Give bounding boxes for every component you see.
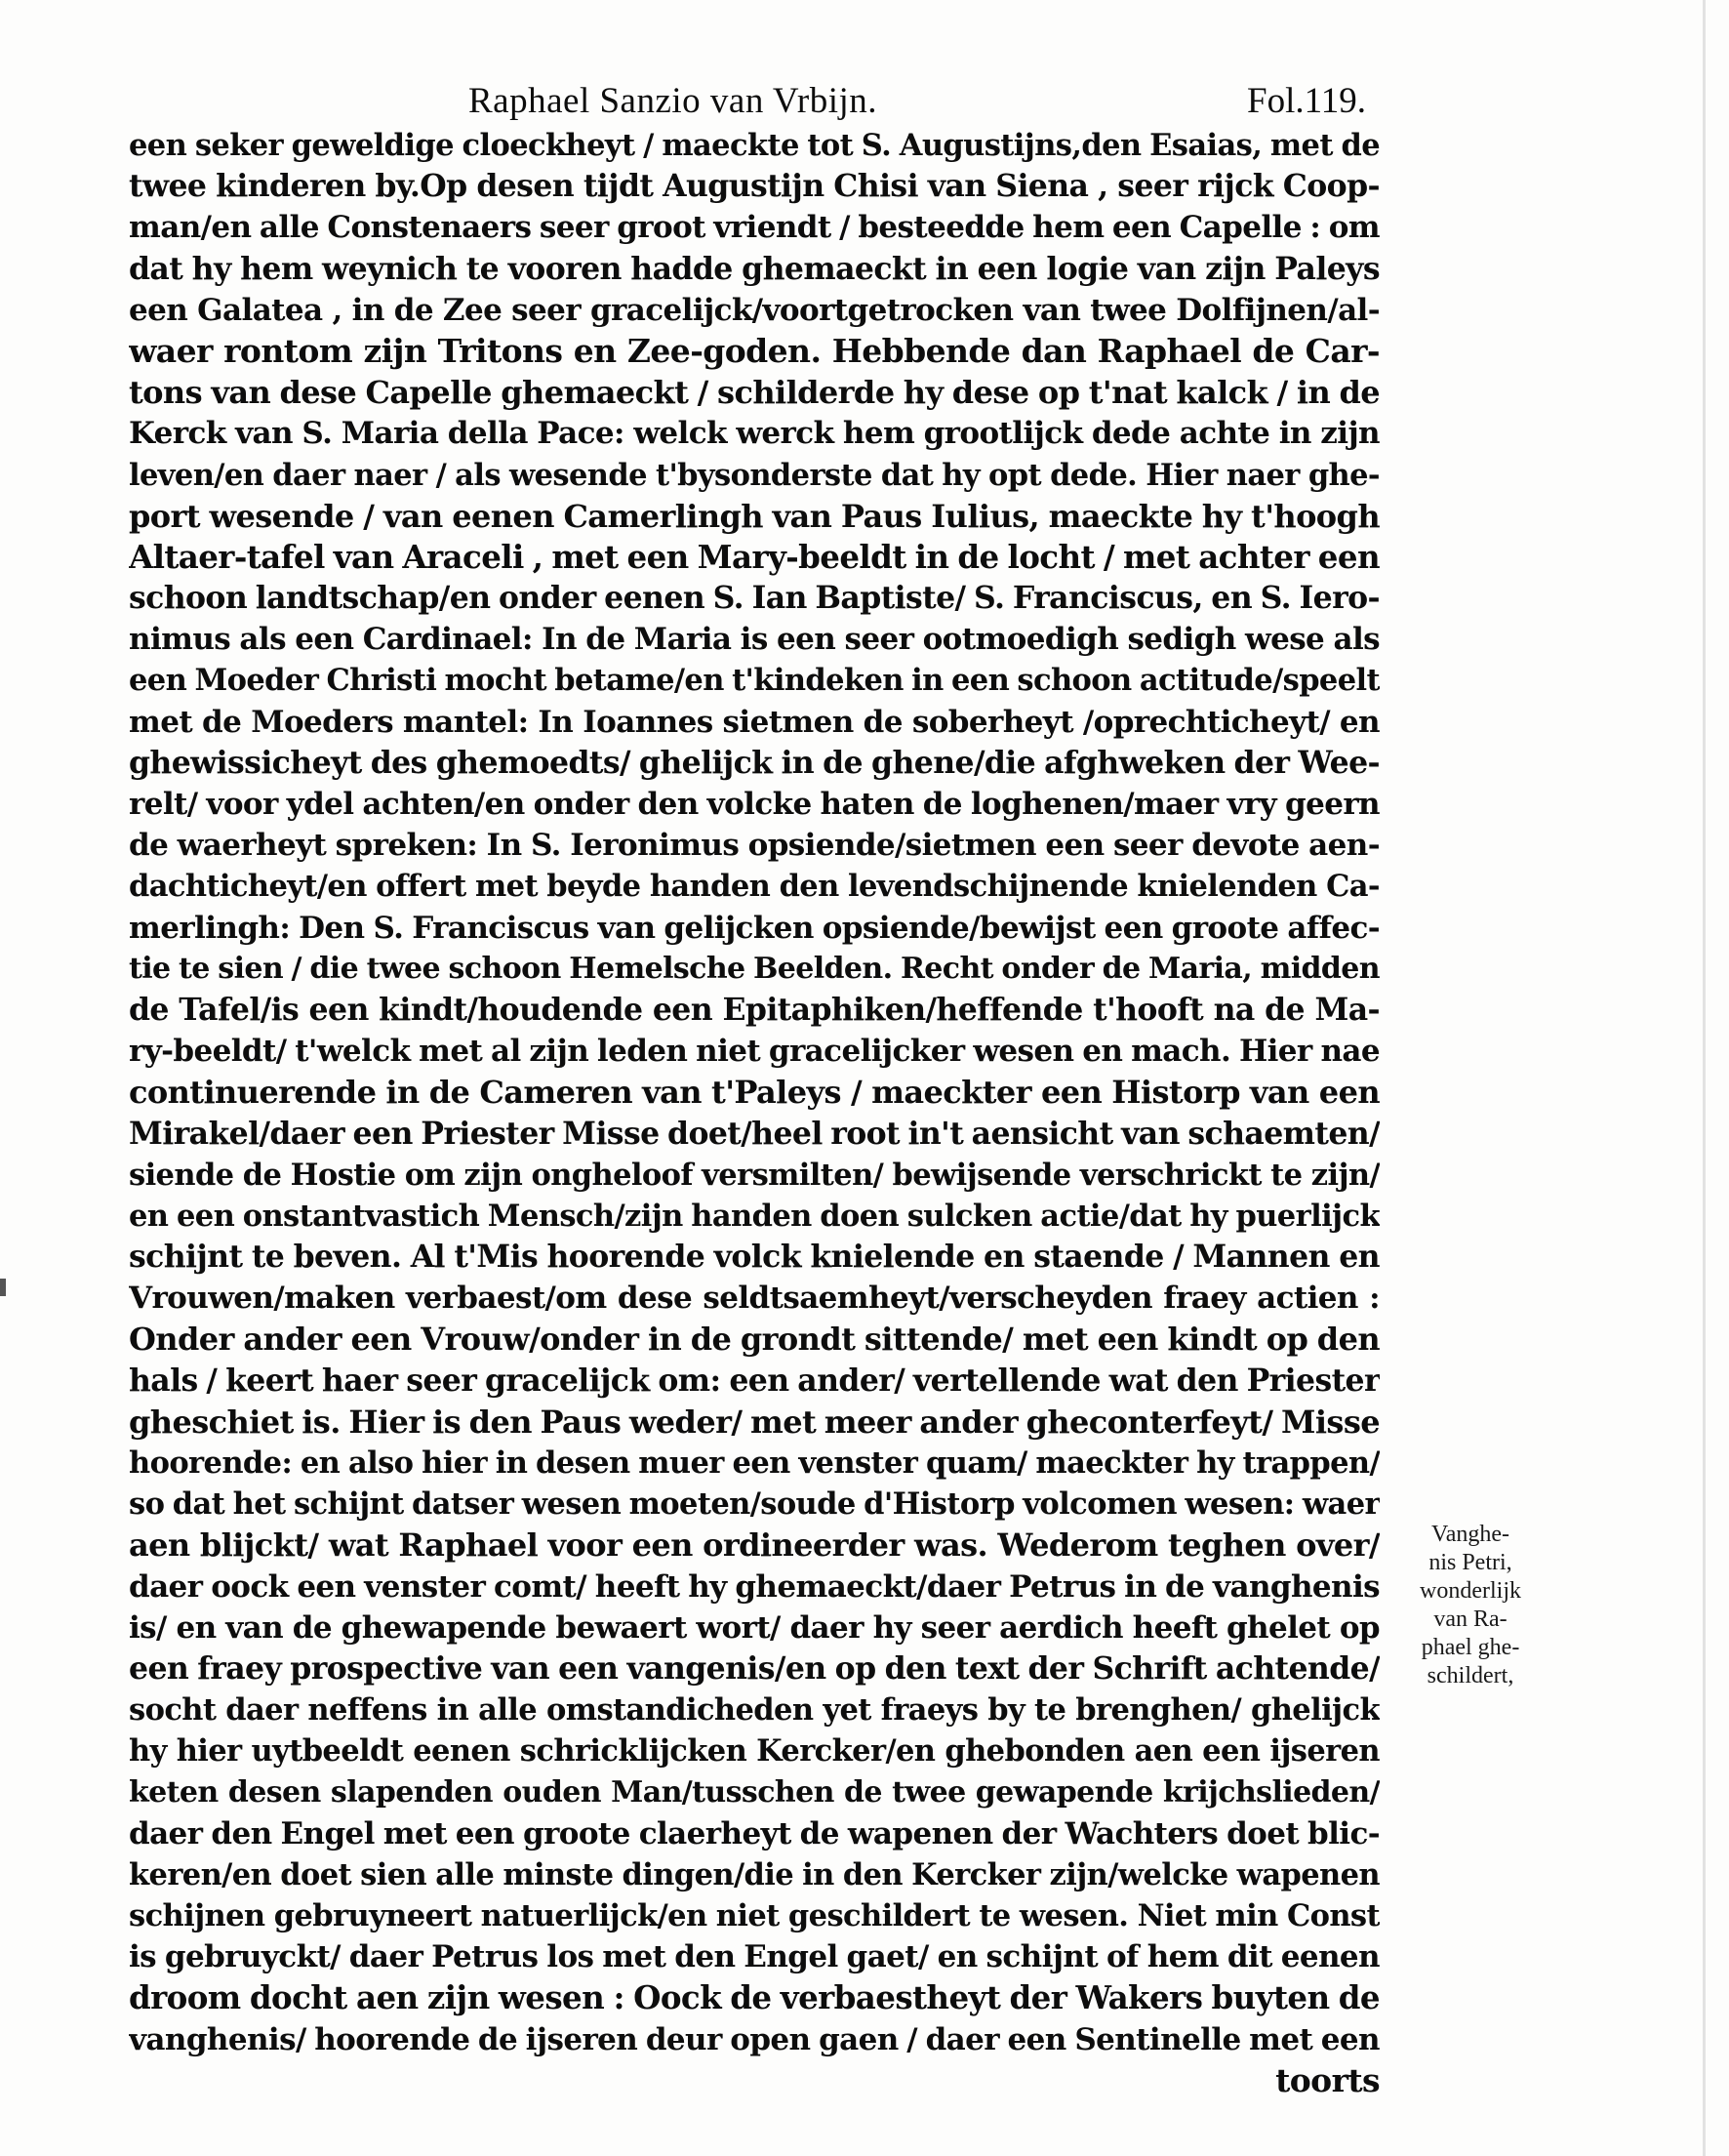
text-line: met de Moeders mantel: In Ioannes sietmen de soberheyt /oprechticheyt/ en <box>129 704 1380 740</box>
margin-note-line: schildert, <box>1427 1663 1514 1688</box>
text-line: de waerheyt spreken: In S. Ieronimus opsiende/sietmen een seer devote aen- <box>129 828 1380 864</box>
text-line: dat hy hem weynich te vooren hadde ghemaeckt in een logie van zijn Paleys <box>129 250 1380 287</box>
margin-note-line: wonderlijk <box>1420 1578 1521 1604</box>
text-line: leven/en daer naer / als wesende t'bysonderste dat hy opt dede. Hier naer ghe- <box>129 457 1380 493</box>
text-line: nimus als een Cardinael: In de Maria is een seer ootmoedigh sedigh wese als <box>129 622 1380 658</box>
text-line: relt/ voor ydel achten/en onder den volcke haten de loghenen/maer vry geern <box>129 787 1380 822</box>
text-line: hals / keert haer seer gracelijck om: een ander/ vertellende wat den Priester <box>129 1362 1380 1399</box>
text-line: schijnen gebruyneert natuerlijck/en niet geschildert te wesen. Niet min Const <box>129 1898 1380 1934</box>
margin-note-line: phael ghe- <box>1421 1635 1520 1660</box>
margin-note-line: van Ra- <box>1433 1607 1508 1632</box>
text-line: gheschiet is. Hier is den Paus weder/ met meer ander gheconterfeyt/ Misse <box>129 1403 1380 1441</box>
margin-note-line: Vanghe- <box>1431 1522 1509 1547</box>
text-line: en een onstantvastich Mensch/zijn handen doen sulcken actie/dat hy puerlijck <box>129 1198 1380 1234</box>
margin-note-line: nis Petri, <box>1428 1550 1512 1575</box>
catchword: toorts <box>1275 2060 1380 2099</box>
folio-number: Fol.119. <box>1247 81 1366 121</box>
text-line: so dat het schijnt datser wesen moeten/soude d'Historp volcomen wesen: waer <box>129 1486 1380 1523</box>
text-line: tons van dese Capelle ghemaeckt / schilderde hy dese op t'nat kalck / in de <box>129 374 1380 412</box>
text-line: ghewissicheyt des ghemoedts/ ghelijck in de ghene/die afghweken der Wee- <box>129 744 1380 781</box>
text-line: vanghenis/ hoorende de ijseren deur open gaen / daer een Sentinelle met een <box>129 2021 1380 2057</box>
text-line: Onder ander een Vrouw/onder in de grondt sittende/ met een kindt op den <box>129 1321 1380 1359</box>
text-line: een Galatea , in de Zee seer gracelijck/voortgetrocken van twee Dolfijnen/al- <box>129 292 1380 328</box>
text-line: aen blijckt/ wat Raphael voor een ordineerder was. Wederom teghen over/ <box>129 1526 1380 1565</box>
text-line: Vrouwen/maken verbaest/om dese seldtsaemheyt/verscheyden fraey actien : <box>129 1281 1380 1317</box>
text-line: droom docht aen zijn wesen : Oock de verbaestheyt der Wakers buyten de <box>129 1978 1380 2017</box>
text-line: een seker geweldige cloeckheyt / maeckte tot S. Augustijns,den Esaias, met de <box>129 128 1380 163</box>
text-line: is gebruyckt/ daer Petrus los met den Engel gaet/ en schijnt of hem dit eenen <box>129 1939 1380 1975</box>
text-line: hy hier uytbeeldt eenen schricklijcken Kercker/en ghebonden aen een ijseren <box>129 1733 1380 1770</box>
text-line: tie te sien / die twee schoon Hemelsche Beelden. Recht onder de Maria, midden <box>129 951 1380 986</box>
text-line: dachticheyt/en offert met beyde handen den levendschijnende knielenden Ca- <box>129 869 1380 905</box>
text-line: siende de Hostie om zijn ongheloof versmilten/ bewijsende verschrickt te zijn/ <box>129 1157 1380 1193</box>
text-line: hoorende: en also hier in desen muer een venster quam/ maeckter hy trappen/ <box>129 1445 1380 1481</box>
text-line: is/ en van de ghewapende bewaert wort/ daer hy seer aerdich heeft ghelet op <box>129 1609 1380 1646</box>
text-line: een Moeder Christi mocht betame/en t'kindeken in een schoon actitude/speelt <box>129 663 1380 699</box>
margin-mark <box>0 1279 6 1296</box>
text-line: twee kinderen by.Op desen tijdt Augustijn Chisi van Siena , seer rijck Coop- <box>129 168 1380 205</box>
text-line: man/en alle Constenaers seer groot vriendt / besteedde hem een Capelle : om <box>129 210 1380 246</box>
text-line: schijnt te beven. Al t'Mis hoorende volck knielende en staende / Mannen en <box>129 1239 1380 1276</box>
text-line: ry-beeldt/ t'welck met al zijn leden niet gracelijcker wesen en mach. Hier nae <box>129 1034 1380 1070</box>
text-line: daer den Engel met een groote claerheyt de wapenen der Wachters doet blic- <box>129 1815 1380 1851</box>
text-line: Mirakel/daer een Priester Misse doet/heel root in't aensicht van schaemten/ <box>129 1115 1380 1152</box>
text-line: de Tafel/is een kindt/houdende een Epitaphiken/heffende t'hooft na de Ma- <box>129 991 1380 1028</box>
text-line: continuerende in de Cameren van t'Paleys / maeckter een Historp van een <box>129 1074 1380 1112</box>
text-line: port wesende / van eenen Camerlingh van Paus Iulius, maeckte hy t'hoogh <box>129 497 1380 535</box>
body-text <box>129 125 1380 2101</box>
text-line: een fraey prospective van een vangenis/en op den text der Schrift achtende/ <box>129 1649 1380 1687</box>
binding-edge <box>1703 0 1706 2156</box>
text-line: keren/en doet sien alle minste dingen/die in den Kercker zijn/welcke wapenen <box>129 1856 1380 1892</box>
text-line: Kerck van S. Maria della Pace: welck werck hem grootlijck dede achte in zijn <box>129 416 1380 452</box>
text-line: keten desen slapenden ouden Man/tusschen de twee gewapende krijchslieden/ <box>129 1774 1380 1810</box>
text-line: Altaer-tafel van Araceli , met een Mary-beeldt in de locht / met achter een <box>129 537 1380 576</box>
text-line: schoon landtschap/en onder eenen S. Ian Baptiste/ S. Franciscus, en S. Iero- <box>129 580 1380 617</box>
text-line: merlingh: Den S. Franciscus van gelijcken opsiende/bewijst een groote affec- <box>129 910 1380 946</box>
text-line: socht daer neffens in alle omstandicheden yet fraeys by te brenghen/ ghelijck <box>129 1692 1380 1729</box>
running-title: Raphael Sanzio van Vrbijn. <box>468 81 878 121</box>
text-line: daer oock een venster comt/ heeft hy ghemaeckt/daer Petrus in de vanghenis <box>129 1568 1380 1605</box>
text-line: waer rontom zijn Tritons en Zee-goden. Hebbende dan Raphael de Car- <box>129 331 1380 370</box>
margin-note <box>1384 1521 1557 1690</box>
